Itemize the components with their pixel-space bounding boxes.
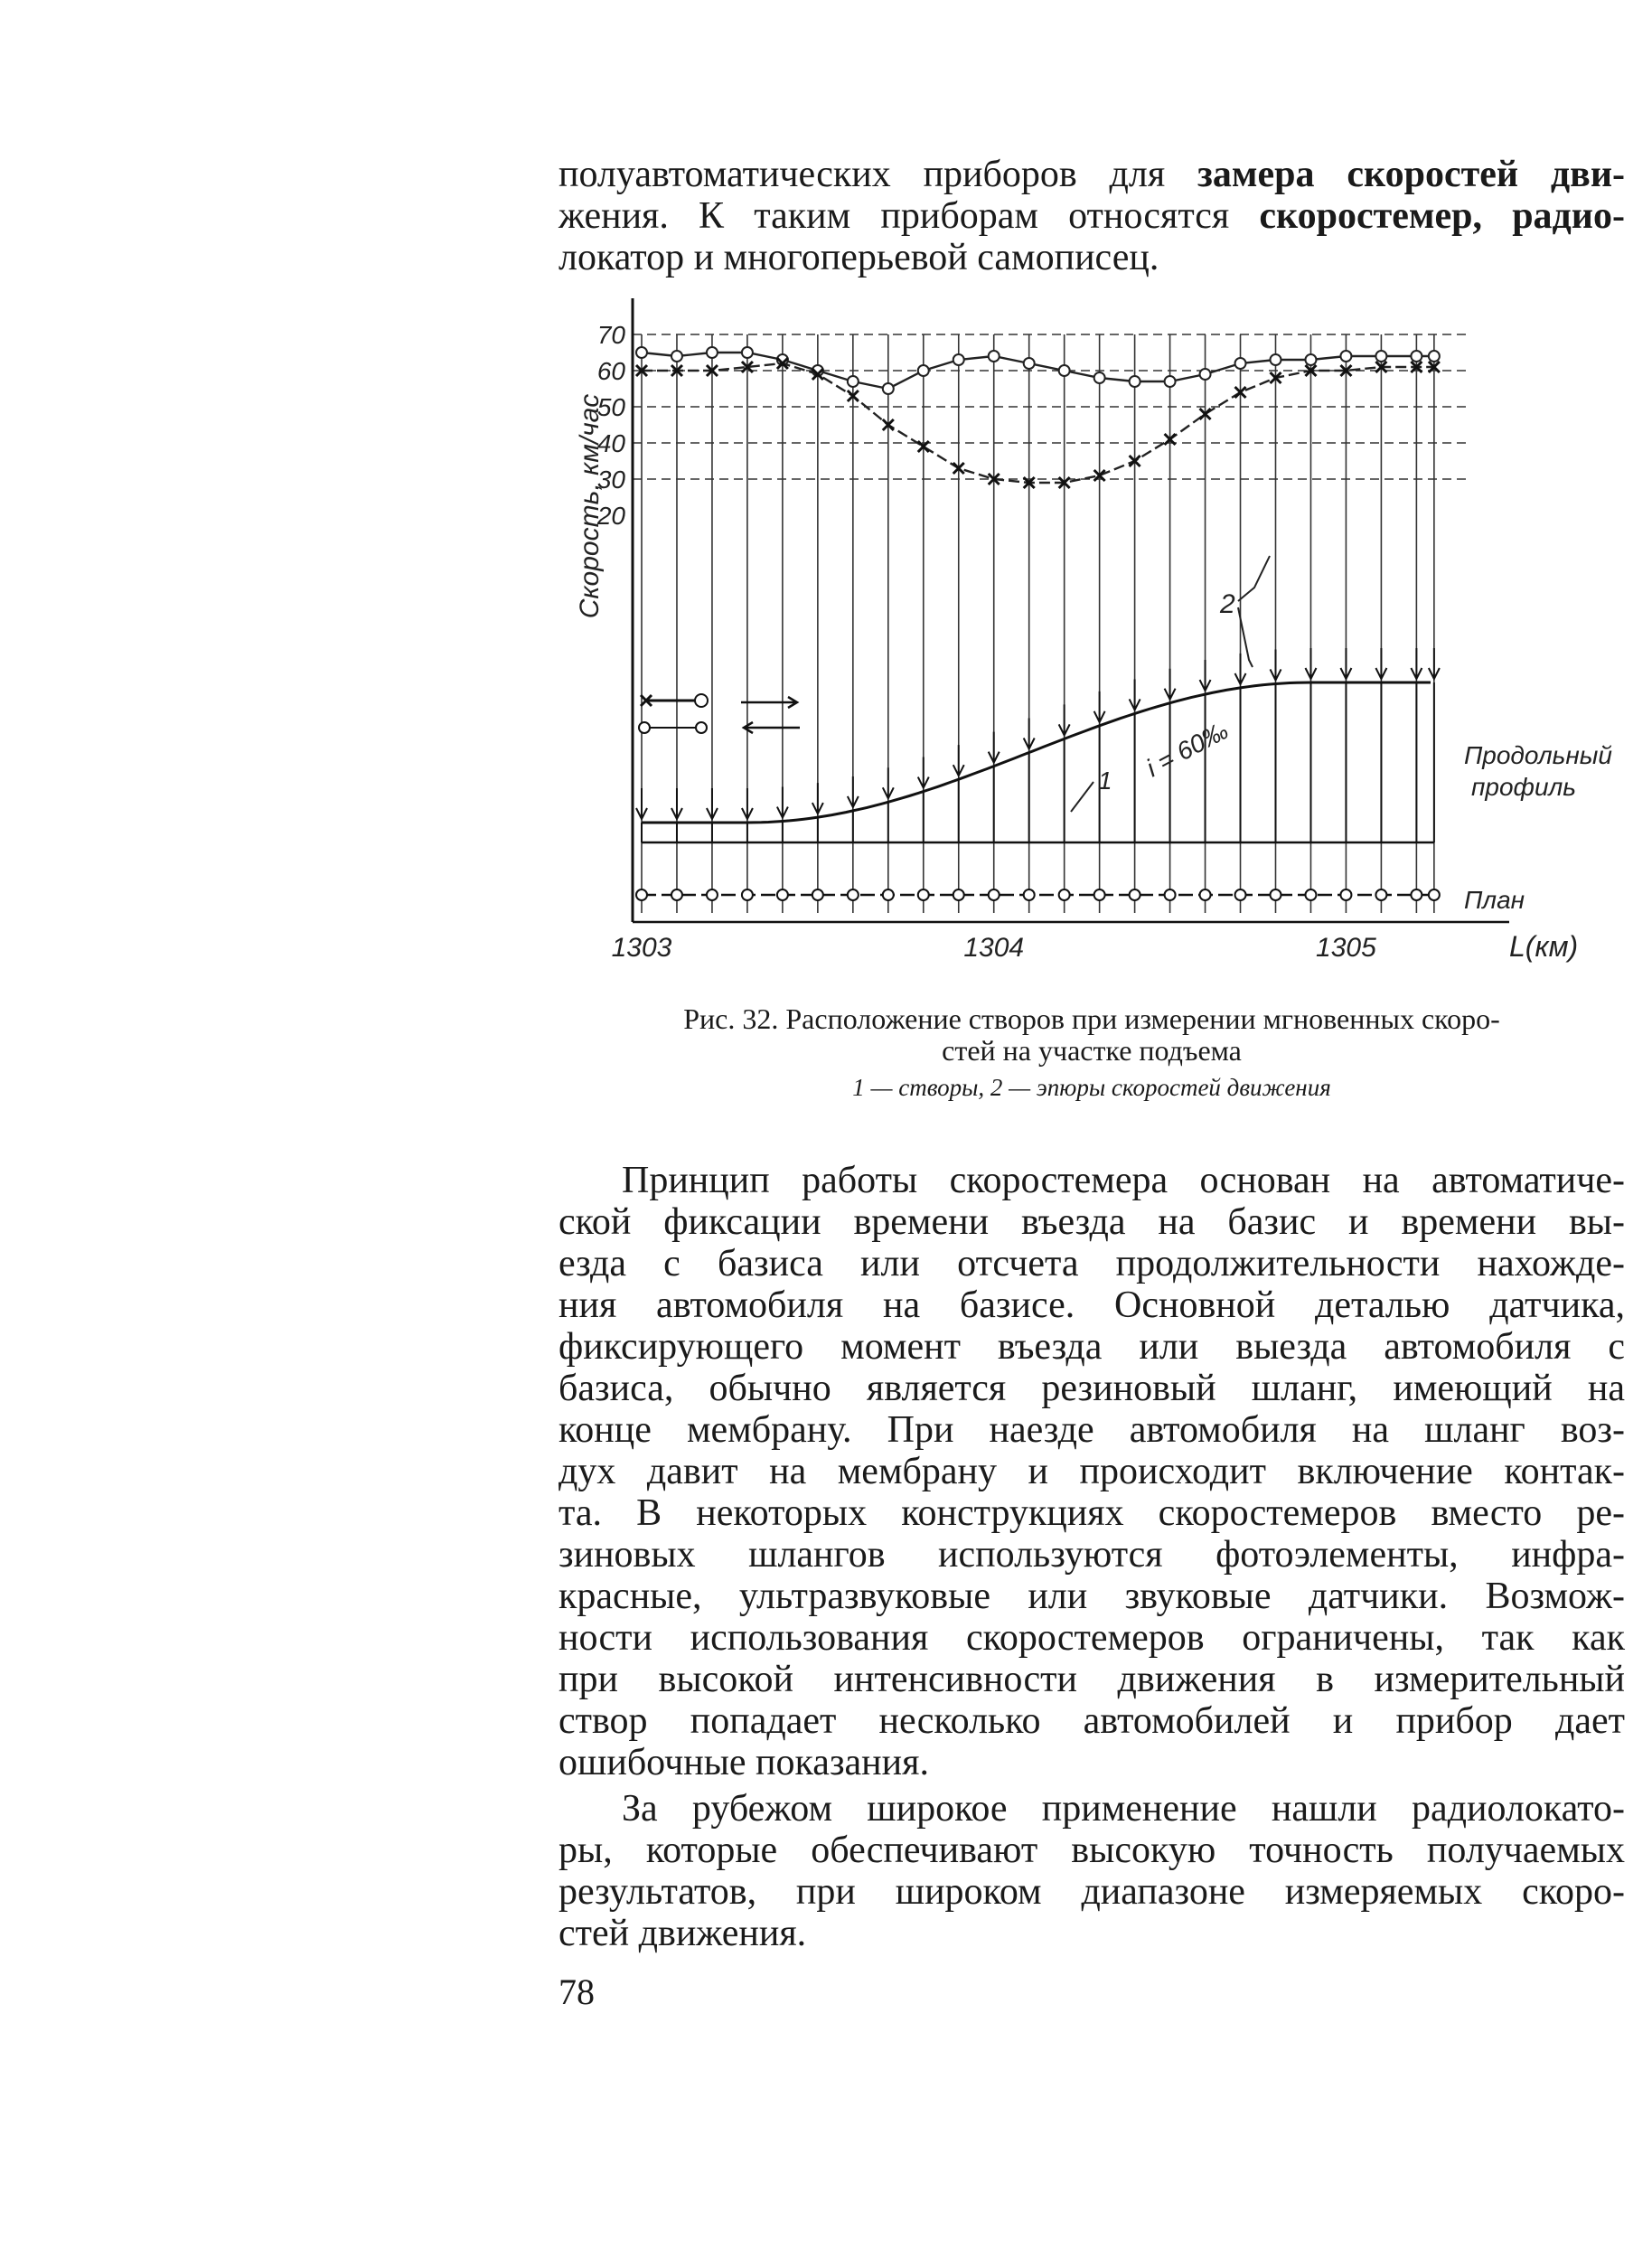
plan-station-marker [1305,889,1316,900]
x-tick-label: 1303 [611,933,672,963]
station-arrow [953,745,964,776]
plan-station-marker [1270,889,1281,900]
plan-label: План [1464,886,1525,914]
station-arrow [1305,648,1316,679]
plan-station-marker [1024,889,1035,900]
y-tick-label: 30 [596,466,625,494]
station-arrow [636,788,647,819]
data-point [671,351,682,362]
text-line: ры, которые обеспечивают высокую точность получаемых [558,1830,1625,1871]
y-tick-label: 60 [596,357,625,385]
legend-marker-circle [696,722,707,733]
slope-label: i = 60‰ [1141,716,1233,783]
text-line: конце мембрану. При наезде автомобиля на шланг воз- [558,1409,1625,1451]
text-line: ния автомобиля на базисе. Основной деталью датчика, [558,1284,1625,1326]
station-arrow [848,776,859,807]
text-bold-segment: скоростемер, радио- [1259,195,1625,237]
text-line: локатор и многоперьевой самописец. [558,237,1159,278]
figure-32 [551,289,1636,976]
plan-station-marker [742,889,753,900]
text-segment: полуавтоматических приборов для [558,154,1198,195]
plan-station-marker [848,889,859,900]
data-point [1411,351,1422,362]
y-tick-label: 20 [596,502,625,530]
plan-station-marker [812,889,823,900]
figure-caption-legend: 1 — створы, 2 — эпюры скоростей движения [852,1074,1331,1101]
station-arrow [1235,654,1246,684]
text-line: дух давит на мембрану и происходит включение контак- [558,1451,1625,1492]
text-line: езда с базиса или отсчета продолжительности нахожде- [558,1243,1625,1284]
text-line: при высокой интенсивности движения в измерительный [558,1659,1625,1700]
data-point [953,354,964,365]
callout-1-label: 1 [1098,767,1112,795]
y-tick-label: 70 [596,321,625,349]
x-tick-label: 1305 [1316,933,1376,963]
data-point [707,347,718,358]
text-line: та. В некоторых конструкциях скоростемеров вместо ре- [558,1492,1625,1534]
x-axis-label: L(км) [1509,930,1579,963]
body-paragraph-1 [558,1160,1625,1783]
legend-marker-circle [639,722,650,733]
station-arrow [883,767,894,798]
data-point [1270,354,1281,365]
callout-1-leader [1071,782,1094,812]
profile-label-line1: Продольный [1464,741,1612,769]
plan-station-marker [1094,889,1105,900]
plan-station-marker [636,889,647,900]
station-arrow [812,783,823,814]
longitudinal-profile [636,648,1440,842]
text-line: За рубежом широкое применение нашли радиолокато- [622,1788,1625,1830]
text-line: ности использования скоростемеров ограничены, так как [558,1617,1625,1659]
data-point [918,365,929,376]
legend-marker-circle [695,694,708,707]
text-line: базиса, обычно является резиновый шланг, имеющий на [558,1368,1625,1409]
figure-caption-line1: Рис. 32. Расположение створов при измерении мгновенных скоро- [683,1002,1500,1035]
series-line-2 [642,363,1434,483]
text-line: красные, ультразвуковые или звуковые датчики. Возмож- [558,1576,1625,1617]
text-line: Принцип работы скоростемера основан на автоматиче- [622,1160,1625,1201]
speed-chart [551,289,1636,976]
data-point [1305,354,1316,365]
plan-station-marker [777,889,788,900]
chart-axes [596,298,1509,963]
station-arrow [777,787,788,818]
plan-station-marker [671,889,682,900]
data-point [1094,372,1105,383]
data-point [1375,351,1386,362]
plan-station-marker [1340,889,1351,900]
station-arrow [1059,704,1070,735]
callout-2-label: 2 [1220,589,1235,619]
data-point [1165,376,1176,387]
plan-station-marker [1429,889,1440,900]
legend-arrow-left [744,722,800,733]
plan-line [636,889,1440,900]
plan-station-marker [1235,889,1246,900]
station-arrow [1130,679,1140,710]
text-line: ошибочные показания. [558,1742,929,1783]
top-paragraph [558,154,1625,278]
chart-series [636,347,1440,488]
figure-caption-line2: стей на участке подъема [942,1034,1242,1067]
plan-station-marker [953,889,964,900]
data-point [1024,358,1035,369]
plan-station-marker [1130,889,1140,900]
plan-station-marker [989,889,1000,900]
plan-station-marker [1411,889,1422,900]
plan-station-marker [883,889,894,900]
y-axis-label: Скорость, км/час [575,393,605,619]
plan-station-marker [707,889,718,900]
data-point [636,347,647,358]
station-arrow [1270,649,1281,680]
plan-station-marker [1059,889,1070,900]
data-point [1340,351,1351,362]
station-arrow [1094,692,1105,722]
station-arrow [671,788,682,819]
station-arrow [1411,648,1422,679]
legend-arrow-right [741,697,797,708]
body-paragraph-2 [558,1788,1625,1954]
x-tick-label: 1304 [963,933,1025,963]
station-arrow [1165,669,1176,700]
profile-label-line2: профиль [1471,773,1577,801]
plan-station-marker [1200,889,1211,900]
plan-station-marker [1375,889,1386,900]
station-arrow [707,788,718,819]
data-point [742,347,753,358]
text-bold-segment: замера скоростей дви- [1197,154,1625,195]
data-point [989,351,1000,362]
data-point [1130,376,1140,387]
data-point [848,376,859,387]
plan-station-marker [1165,889,1176,900]
chart-legend [639,694,800,733]
station-arrow [1340,648,1351,679]
station-arrow [989,732,1000,763]
station-arrow [742,788,753,819]
text-line: ской фиксации времени въезда на базис и времени вы- [558,1201,1625,1243]
data-point [1200,369,1211,380]
data-point [1429,351,1440,362]
plan-station-marker [918,889,929,900]
text-line: стей движения. [558,1913,807,1954]
y-tick-label: 50 [596,393,625,421]
text-line: результатов, при широком диапазоне измеряемых скоро- [558,1871,1625,1913]
chart-grid [633,334,1469,913]
y-tick-label: 40 [596,429,625,457]
station-arrow [1200,660,1211,691]
page-number: 78 [558,1971,595,2012]
station-arrow [918,757,929,788]
text-line: створ попадает несколько автомобилей и прибор дает [558,1700,1625,1742]
text-line: зиновых шлангов используются фотоэлементы, инфра- [558,1534,1625,1576]
callout-2-leader-a [1238,556,1270,601]
data-point [1059,365,1070,376]
text-line: фиксирующего момент въезда или выезда автомобиля с [558,1326,1625,1368]
data-point [883,383,894,394]
station-arrow [1024,719,1035,749]
data-point [1235,358,1246,369]
station-arrow [1375,648,1386,679]
text-segment: жения. К таким приборам относятся [558,195,1260,237]
station-arrow [1429,648,1440,679]
